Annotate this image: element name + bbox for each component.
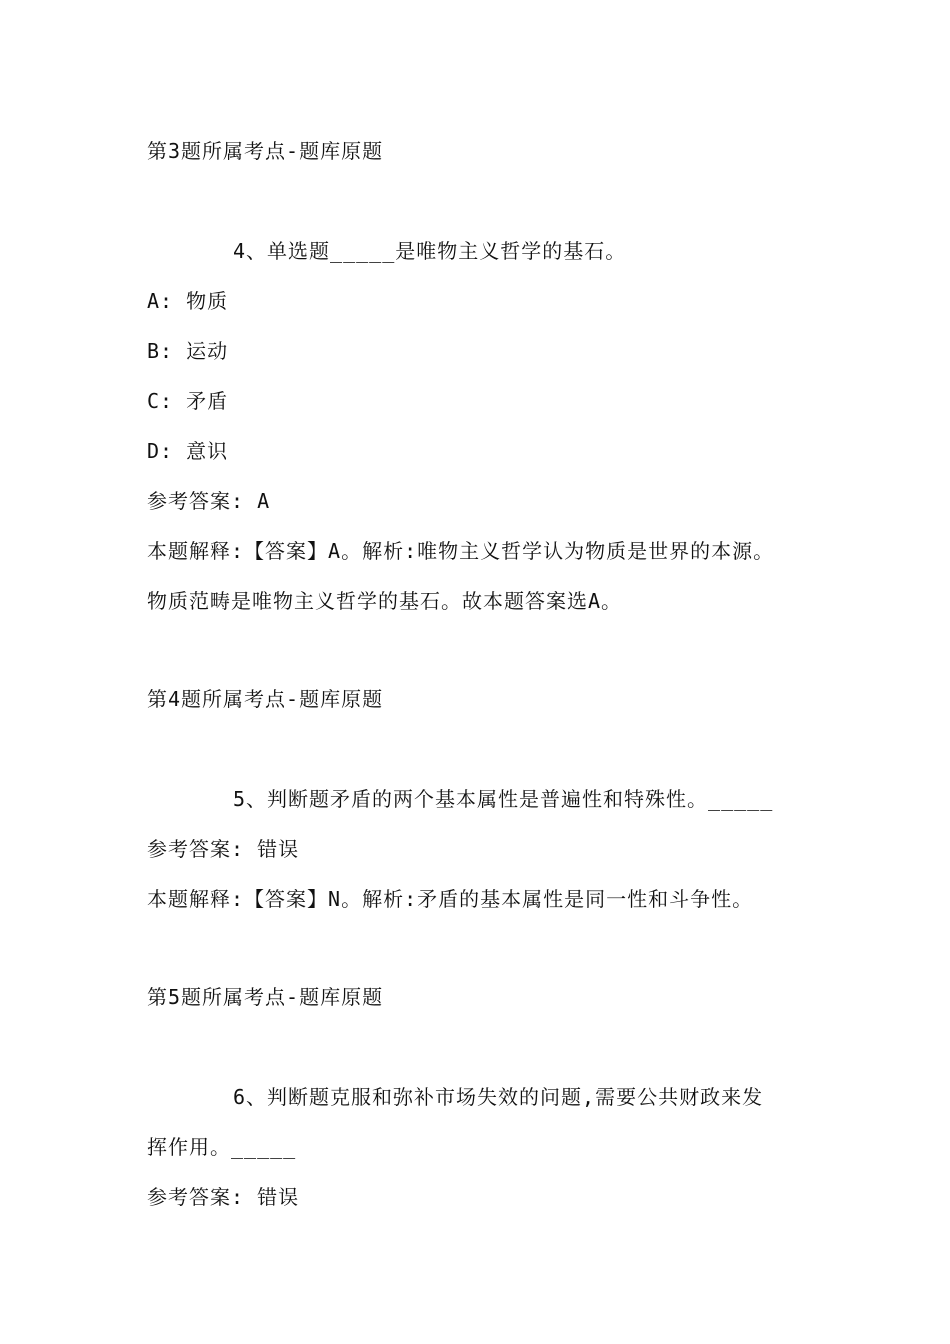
option-letter: A: [147, 289, 174, 313]
option-text: 意识 [186, 439, 229, 463]
q4-blank: _____ [330, 239, 396, 263]
q4-answer [147, 487, 270, 515]
option-letter: C: [147, 389, 174, 413]
option-letter: B: [147, 339, 174, 363]
q4-option-b [147, 337, 228, 365]
q6-stem-text: 挥作用。 [147, 1135, 231, 1159]
q4-explanation-line-2: 物质范畴是唯物主义哲学的基石。故本题答案选A。 [147, 589, 623, 613]
option-letter: D: [147, 439, 174, 463]
q5-answer [147, 835, 299, 863]
q6-stem-line-2 [147, 1133, 296, 1161]
q4-section-label: 第4题所属考点-题库原题 [147, 687, 384, 711]
answer-value: 错误 [257, 1185, 300, 1209]
answer-value: 错误 [257, 837, 300, 861]
q5-blank: _____ [708, 787, 774, 811]
q3-section-label: 第3题所属考点-题库原题 [147, 139, 384, 163]
q4-stem-prefix: 4、单选题 [233, 239, 331, 263]
q5-section-label: 第5题所属考点-题库原题 [147, 985, 384, 1009]
answer-label: 参考答案: [147, 489, 245, 513]
answer-value: A [257, 489, 271, 513]
q4-option-a [147, 287, 228, 315]
q4-stem [233, 237, 626, 265]
q6-answer [147, 1183, 299, 1211]
answer-label: 参考答案: [147, 1185, 245, 1209]
option-text: 矛盾 [186, 389, 229, 413]
q5-explanation-line-1: 本题解释:【答案】N。解析:矛盾的基本属性是同一性和斗争性。 [147, 887, 754, 911]
q5-stem [233, 785, 773, 813]
option-text: 运动 [186, 339, 229, 363]
q6-blank: _____ [231, 1135, 297, 1159]
q4-option-d [147, 437, 228, 465]
q4-explanation-line-1: 本题解释:【答案】A。解析:唯物主义哲学认为物质是世界的本源。 [147, 539, 775, 563]
answer-label: 参考答案: [147, 837, 245, 861]
q4-option-c [147, 387, 228, 415]
q4-stem-suffix: 是唯物主义哲学的基石。 [395, 239, 627, 263]
q6-stem-line-1: 6、判断题克服和弥补市场失效的问题,需要公共财政来发 [233, 1085, 764, 1109]
q5-stem-text: 5、判断题矛盾的两个基本属性是普遍性和特殊性。 [233, 787, 709, 811]
option-text: 物质 [186, 289, 229, 313]
